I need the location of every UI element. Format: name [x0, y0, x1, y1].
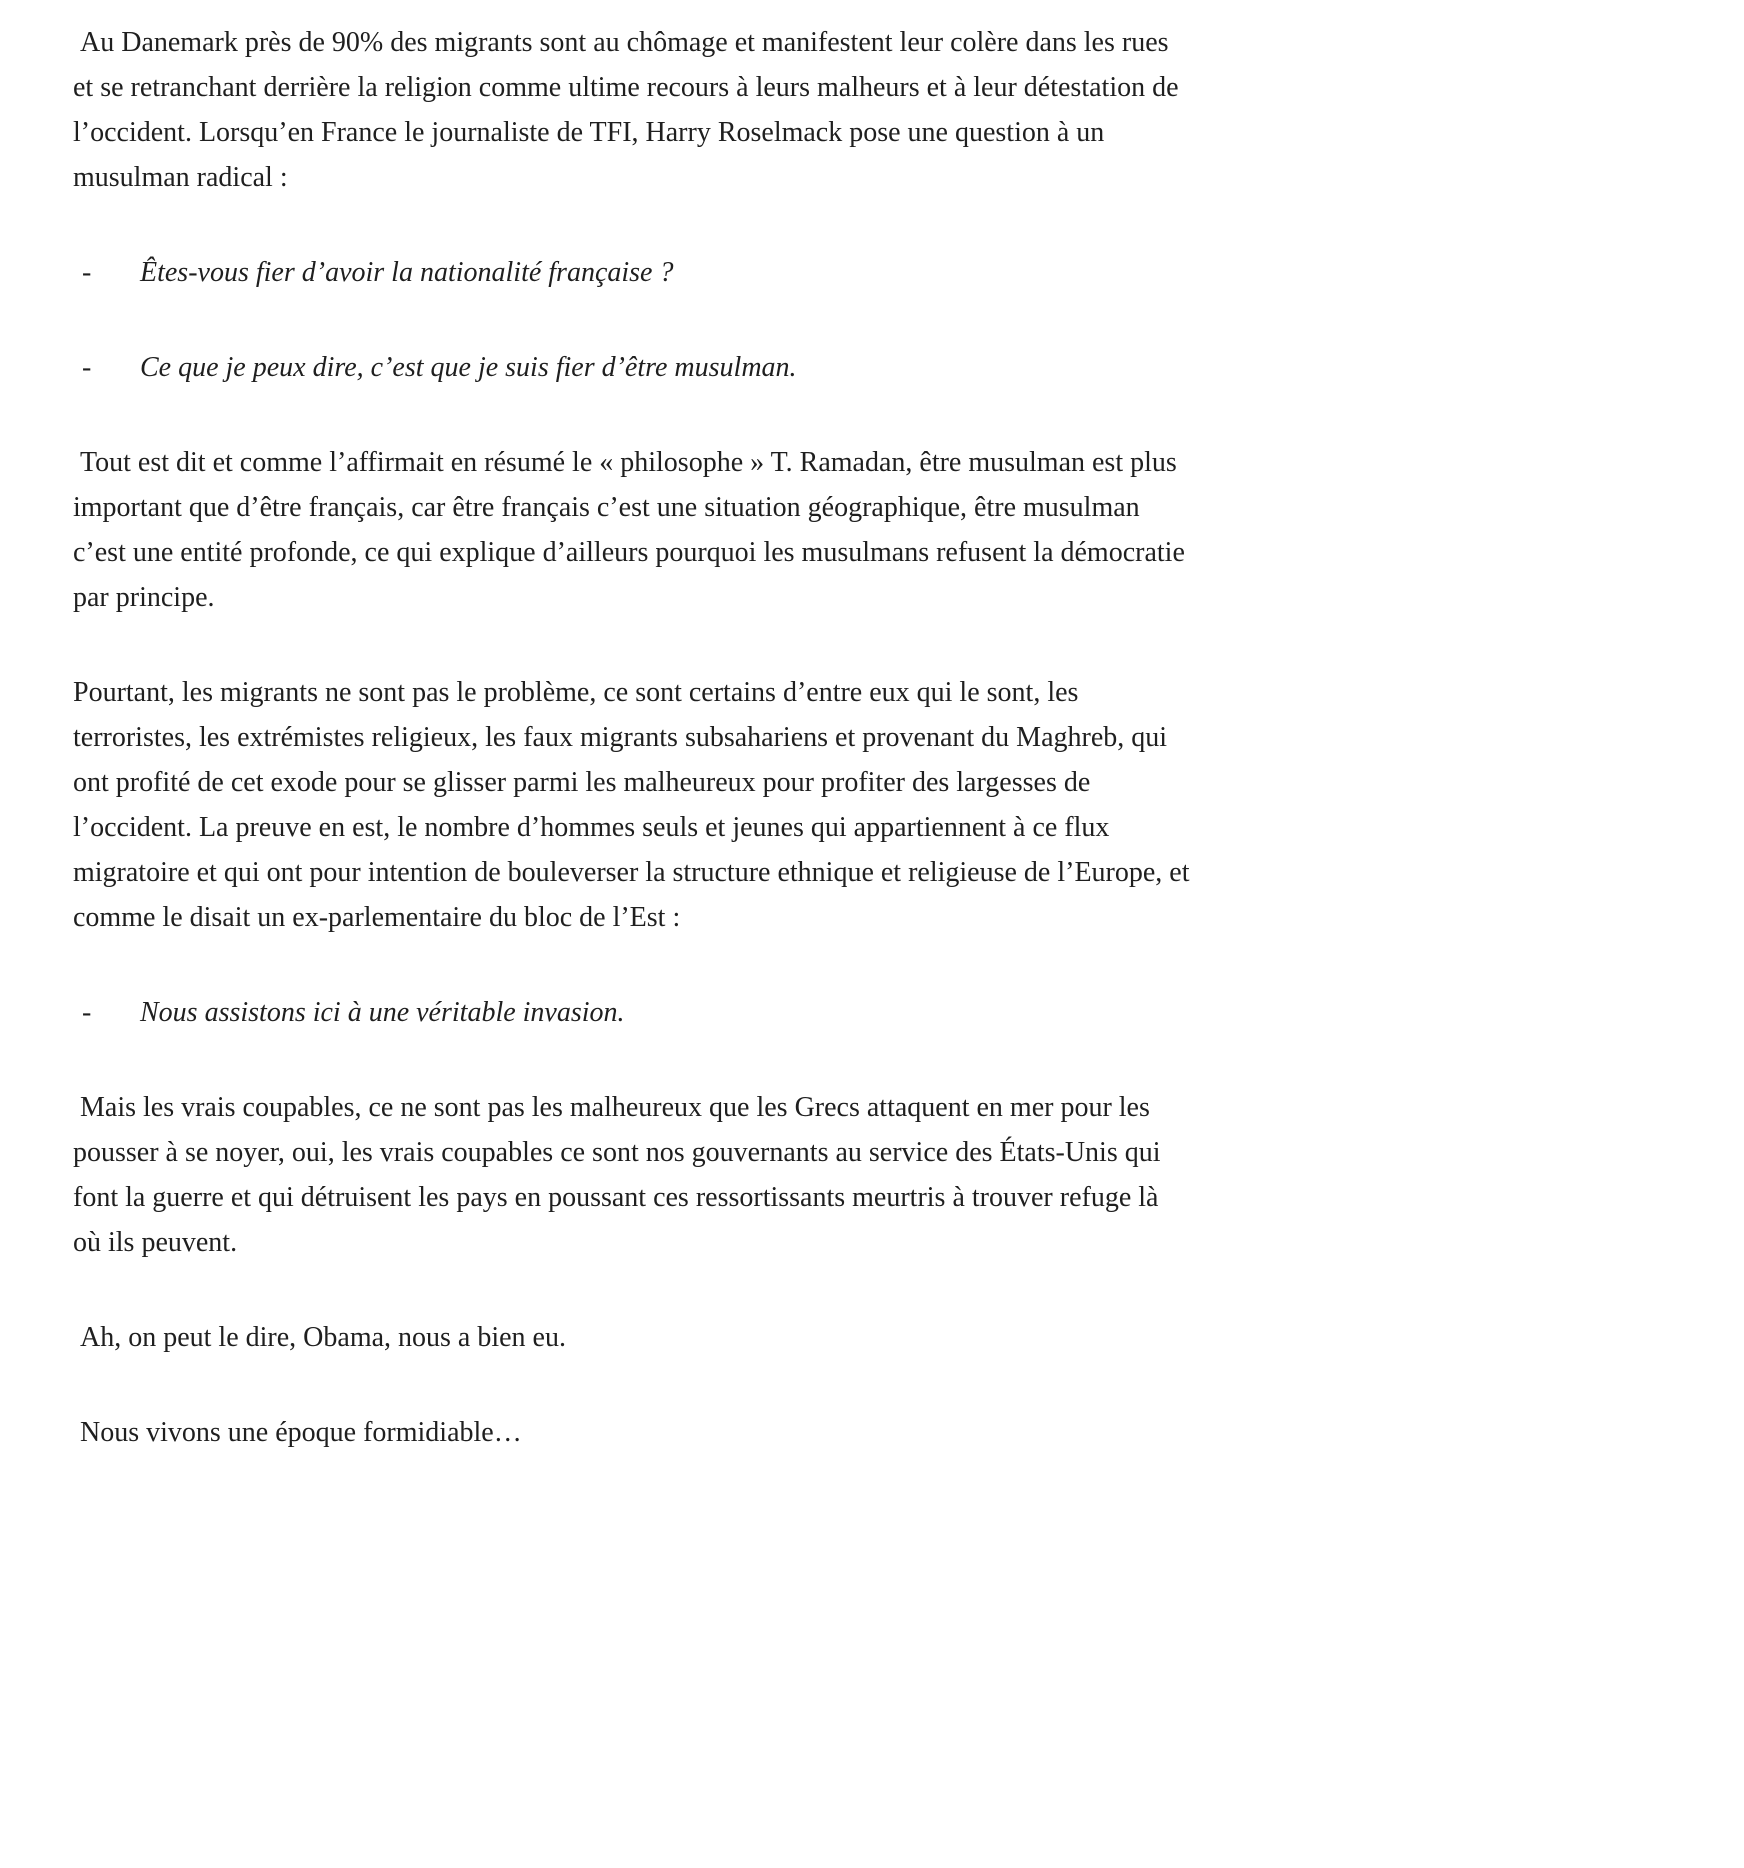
- paragraph-obama: Ah, on peut le dire, Obama, nous a bien eu.: [73, 1322, 566, 1353]
- paragraph-conclusion: Nous vivons une époque formidiable…: [73, 1417, 522, 1448]
- paragraph-migrants: Pourtant, les migrants ne sont pas le problème, ce sont certains d’entre eux qui le sont, les terroristes, les extrémistes religieux, les faux migrants subsahariens et provenant du Maghreb, qui ont profité de cet exode pour se glisser parmi les malheureux pour profiter des largesses de l’occident. La preuve en est, le nombre d’hommes seuls et jeunes qui appartiennent à ce flux migratoire et qui ont pour intention de bouleverser la structure ethnique et religieuse de l’Europe, et comme le disait un ex-parlementaire du bloc de l’Est :: [73, 677, 1197, 933]
- dialogue-dash: -: [82, 257, 92, 288]
- dialogue-line-1: [73, 250, 1260, 295]
- dialogue-text: Nous assistons ici à une véritable invasion.: [140, 997, 625, 1028]
- paragraph-intro: Au Danemark près de 90% des migrants sont au chômage et manifestent leur colère dans les rues et se retranchant derrière la religion comme ultime recours à leurs malheurs et à leur détestation de l’occident. Lorsqu’en France le journaliste de TFI, Harry Roselmack pose une question à un musulman radical :: [73, 27, 1186, 193]
- dialogue-dash: -: [82, 352, 92, 383]
- dialogue-dash: -: [82, 997, 92, 1028]
- paragraph-coupables: Mais les vrais coupables, ce ne sont pas les malheureux que les Grecs attaquent en mer pour les pousser à se noyer, oui, les vrais coupables ce sont nos gouvernants au service des États-Unis qui font la guerre et qui détruisent les pays en poussant ces ressortissants meurtris à trouver refuge là où ils peuvent.: [73, 1092, 1168, 1258]
- paragraph-ramadan: Tout est dit et comme l’affirmait en résumé le « philosophe » T. Ramadan, être musulman est plus important que d’être français, car être français c’est une situation géographique, être musulman c’est une entité profonde, ce qui explique d’ailleurs pourquoi les musulmans refusent la démocratie par principe.: [73, 447, 1192, 613]
- dialogue-line-3: [73, 990, 1260, 1035]
- dialogue-text: Ce que je peux dire, c’est que je suis fier d’être musulman.: [140, 352, 797, 383]
- dialogue-text: Êtes-vous fier d’avoir la nationalité française ?: [140, 257, 674, 288]
- dialogue-line-2: [73, 345, 1260, 390]
